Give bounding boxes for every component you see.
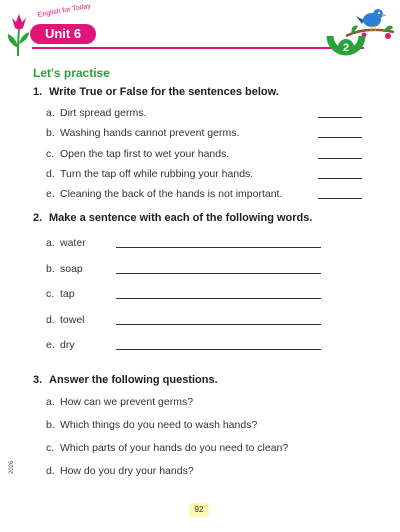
question-title: Write True or False for the sentences below. (49, 86, 279, 98)
list-item: b. soap (46, 263, 83, 275)
series-title: English for Today (37, 2, 92, 19)
answer-line[interactable] (116, 324, 321, 325)
list-item: c. tap (46, 288, 75, 300)
answer-blank[interactable] (318, 178, 362, 179)
lesson-number: 2 (342, 42, 350, 54)
list-item: b. Which things do you need to wash hands? (46, 419, 258, 431)
answer-blank[interactable] (318, 137, 362, 138)
list-item: d. How do you dry your hands? (46, 465, 194, 477)
answer-line[interactable] (116, 247, 321, 248)
list-item: d. towel (46, 314, 85, 326)
lesson-arc-icon (326, 30, 366, 60)
list-item: a. How can we prevent germs? (46, 396, 194, 408)
list-item: d. Turn the tap off while rubbing your hands. (46, 168, 254, 180)
list-item: e. dry (46, 339, 75, 351)
question-number: 2. (33, 212, 43, 224)
list-item: a. Dirt spread germs. (46, 107, 147, 119)
lesson-badge (326, 30, 366, 65)
question-2-heading (33, 212, 312, 224)
list-item: c. Open the tap first to wet your hands. (46, 148, 230, 160)
section-title: Let's practise (33, 66, 110, 80)
question-number: 3. (33, 374, 43, 386)
answer-line[interactable] (116, 273, 321, 274)
list-item: c. Which parts of your hands do you need to clean? (46, 442, 289, 454)
answer-blank[interactable] (318, 117, 362, 118)
question-title: Answer the following questions. (49, 374, 218, 386)
question-1-heading (33, 86, 279, 98)
list-item: e. Cleaning the back of the hands is not important. (46, 188, 283, 200)
answer-line[interactable] (116, 349, 321, 350)
question-3-heading (33, 374, 218, 386)
answer-line[interactable] (116, 298, 321, 299)
question-title: Make a sentence with each of the following words. (49, 212, 313, 224)
question-number: 1. (33, 86, 43, 98)
page-header (0, 0, 400, 62)
unit-badge: Unit 6 (30, 24, 96, 44)
list-item: b. Washing hands cannot prevent germs. (46, 127, 240, 139)
answer-blank[interactable] (318, 158, 362, 159)
side-year: 2026 (9, 460, 15, 474)
list-item: a. water (46, 237, 86, 249)
header-divider (32, 47, 364, 49)
answer-blank[interactable] (318, 198, 362, 199)
page-number: 92 (189, 503, 209, 517)
